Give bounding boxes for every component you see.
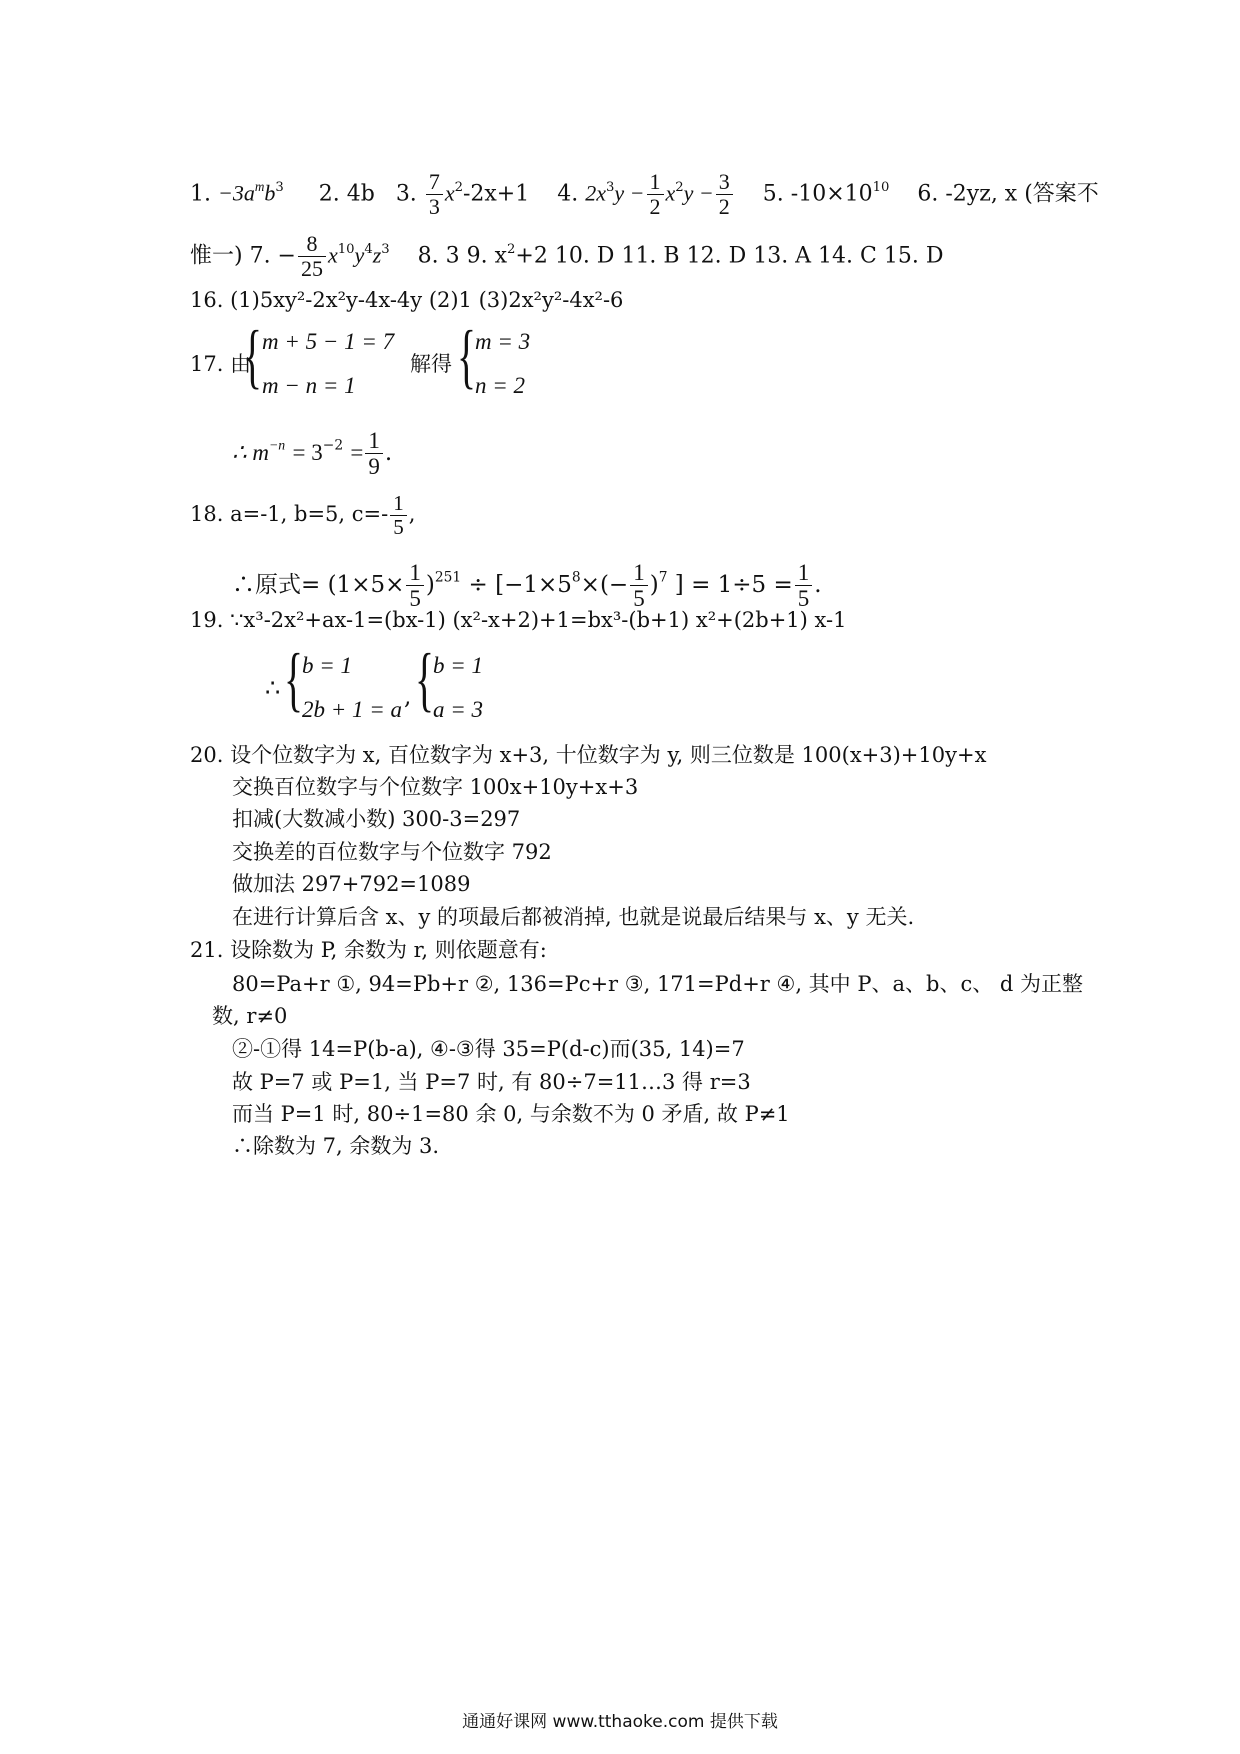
question-20-line-1: 20. 设个位数字为 x, 百位数字为 x+3, 十位数字为 y, 则三位数是 100(x+3)+10y+x xyxy=(190,743,987,767)
question-17-brace-2: { xyxy=(457,316,477,396)
question-19-brace-2: { xyxy=(415,639,435,719)
question-17-label: 17. 由 xyxy=(190,352,252,376)
answer-3-number: 3. xyxy=(395,181,417,207)
question-17-fraction: $\frac{1}{9}$ xyxy=(365,428,383,480)
question-17-therefore: ∴ m xyxy=(232,439,269,465)
page-footer: 通通好课网 www.tthaoke.com 提供下载 xyxy=(462,1712,778,1732)
answer-4-sup1: 3 xyxy=(606,179,615,195)
question-17-sup2: −2 xyxy=(322,437,344,454)
question-19-system-1-eq2: 2b + 1 = a xyxy=(302,697,403,722)
question-21-line-4: ②-①得 14=P(b-a), ④-③得 35=P(d-c)而(35, 14)=7 xyxy=(232,1037,745,1061)
answer-9-sup: 2 xyxy=(507,241,516,257)
question-21-line-3: 数, r≠0 xyxy=(212,1004,288,1028)
question-20-line-6: 在进行计算后含 x、y 的项最后都被消掉, 也就是说最后结果与 x、y 无关. xyxy=(232,905,915,929)
question-18-result-start: ∴原式= (1×5× xyxy=(232,571,405,598)
answer-7-sup3: 3 xyxy=(381,241,390,257)
answer-1-sup-m: m xyxy=(254,178,265,194)
answer-line-2-mid: 8. 3 9. x xyxy=(417,243,508,269)
question-18-result-mid2: ×(− xyxy=(580,571,629,598)
question-17-brace-1: { xyxy=(243,316,263,396)
answer-line-1 xyxy=(190,170,1099,219)
answer-4-fraction-1: $\frac{1}{2}$ xyxy=(647,170,664,219)
answer-7-y: y xyxy=(354,242,365,268)
question-18-result-sup: 251 xyxy=(434,569,462,586)
answer-1-number: 1. xyxy=(190,181,211,207)
question-19-system-1-eq1: b = 1 xyxy=(302,653,353,678)
answer-5-sup: 10 xyxy=(872,179,890,195)
question-20-line-2: 交换百位数字与个位数字 100x+10y+x+3 xyxy=(232,775,639,799)
question-20-line-4: 交换差的百位数字与个位数字 792 xyxy=(232,840,552,864)
question-17-system-2-eq1: m = 3 xyxy=(475,329,531,354)
answer-3-x: x xyxy=(444,180,455,206)
answer-3-sup: 2 xyxy=(454,179,463,195)
answer-1-sup-3: 3 xyxy=(275,179,284,195)
answer-4-sup2: 2 xyxy=(675,179,684,195)
question-21-line-1: 21. 设除数为 P, 余数为 r, 则依题意有: xyxy=(190,938,547,962)
question-21-line-7: ∴除数为 7, 余数为 3. xyxy=(232,1134,440,1158)
question-18-fraction: $\frac{1}{5}$ xyxy=(390,492,407,539)
question-19-comma: , xyxy=(404,684,412,710)
question-18-result-mid3: ] = 1÷5 = xyxy=(674,571,793,598)
question-18-result-fraction-1: $\frac{1}{5}$ xyxy=(406,560,424,612)
question-19-system-2-eq2: a = 3 xyxy=(433,697,484,722)
answer-3-fraction: $\frac{7}{3}$ xyxy=(426,170,443,219)
question-18-text: 18. a=-1, b=5, c=- xyxy=(190,502,389,527)
answer-2: 2. 4b xyxy=(318,181,375,207)
question-18-end: , xyxy=(408,502,416,527)
question-19-system-2-eq1: b = 1 xyxy=(433,653,484,678)
answer-3-tail: -2x+1 xyxy=(462,181,530,207)
question-17-eq2: = xyxy=(350,439,364,465)
answer-7-z: z xyxy=(372,242,382,268)
answer-7-sup2: 4 xyxy=(364,241,373,257)
answer-6: 6. -2yz, x (答案不 xyxy=(917,181,1099,207)
question-18-result-fraction-2: $\frac{1}{5}$ xyxy=(630,560,648,612)
answer-5: 5. -10×10 xyxy=(762,181,873,207)
question-17-solve-label: 解得 xyxy=(410,352,452,376)
answer-4-number: 4. xyxy=(557,181,579,207)
question-19-brace-1: { xyxy=(284,639,304,719)
question-17-system-2-eq2: n = 2 xyxy=(475,373,526,398)
answer-4-fraction-2: $\frac{3}{2}$ xyxy=(716,170,733,219)
question-17-sup: −n xyxy=(269,437,286,453)
answer-7-sup1: 10 xyxy=(337,241,355,257)
question-18-result-fraction-3: $\frac{1}{5}$ xyxy=(795,560,813,612)
question-21-line-5: 故 P=7 或 P=1, 当 P=7 时, 有 80÷7=11…3 得 r=3 xyxy=(232,1070,751,1094)
answer-7-fraction: $\frac{8}{25}$ xyxy=(298,232,326,281)
answer-7-x: x xyxy=(328,242,338,268)
answer-1-math: −3a xyxy=(218,180,255,206)
question-18-result: ∴原式= (1×5× $\frac{1}{5}$ )$^{251} \div [-1\times 5^8\times(-$ $\frac{1}{5}$ )$^7$ ] = 1÷5 = $\frac{1}{5}$ . xyxy=(232,560,822,612)
question-18-given xyxy=(190,492,415,539)
question-18-result-sup3: 7 xyxy=(658,569,668,586)
question-18-result-end: . xyxy=(814,571,822,598)
answer-line-2-start: 惟一) 7. − xyxy=(190,243,296,269)
question-20-line-5: 做加法 297+792=1089 xyxy=(232,872,471,896)
question-16: 16. (1)5xy²-2x²y-4x-4y (2)1 (3)2x²y²-4x²-6 xyxy=(190,288,624,312)
answer-line-2 xyxy=(190,232,943,281)
answer-4-b: y − xyxy=(614,180,645,206)
question-18-result-mid: ÷ [−1×5 xyxy=(468,571,572,598)
question-17-system-1-eq1: m + 5 − 1 = 7 xyxy=(262,329,395,354)
question-17-result xyxy=(232,428,392,480)
answer-4-c: x xyxy=(665,180,676,206)
question-18-result-sup2: 8 xyxy=(571,569,581,586)
question-17-eq: = 3 xyxy=(292,439,323,465)
question-21-line-6: 而当 P=1 时, 80÷1=80 余 0, 与余数不为 0 矛盾, 故 P≠1 xyxy=(232,1102,790,1126)
answer-4-a: 2x xyxy=(585,180,606,206)
answer-line-2-end: +2 10. D 11. B 12. D 13. A 14. C 15. D xyxy=(515,243,944,269)
question-17-end: . xyxy=(384,439,393,466)
question-19: 19. ∵x³-2x²+ax-1=(bx-1) (x²-x+2)+1=bx³-(b+1) x²+(2b+1) x-1 xyxy=(190,608,847,632)
answer-4-d: y − xyxy=(683,180,714,206)
question-17-system-1-eq2: m − n = 1 xyxy=(262,373,356,398)
answer-1-b: b xyxy=(264,180,276,206)
question-21-line-2: 80=Pa+r ①, 94=Pb+r ②, 136=Pc+r ③, 171=Pd+r ④, 其中 P、a、b、c、 d 为正整 xyxy=(232,972,1084,996)
question-19-therefore: ∴ xyxy=(265,674,281,702)
question-20-line-3: 扣减(大数减小数) 300-3=297 xyxy=(232,807,521,831)
